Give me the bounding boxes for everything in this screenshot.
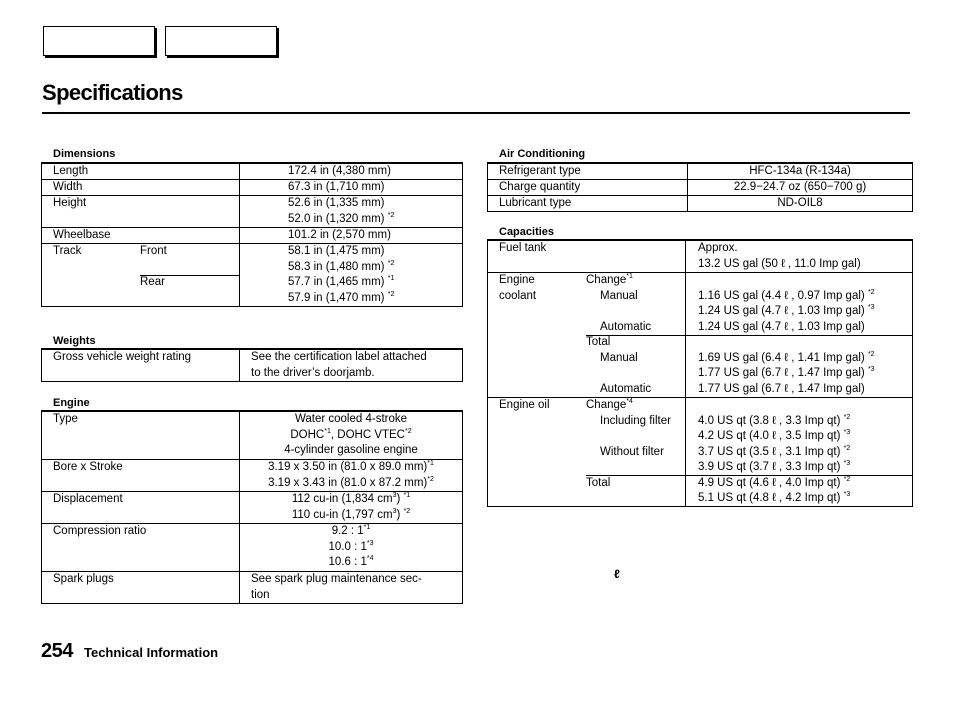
compression-value: 9.2 : 1$^{*1}$ <box>331 524 371 537</box>
table-row <box>42 243 462 306</box>
rear-value: 57.7 in (1,465 mm) $^{*1}$ <box>288 275 395 288</box>
coolant-total-automatic-label: Automatic <box>600 382 652 395</box>
coolant-total-label: Total <box>586 336 611 348</box>
coolant-total-automatic-value: 1.77 US gal (6.7 ℓ , 1.47 Imp gal) <box>698 382 865 395</box>
table-row <box>42 459 462 491</box>
type-label: Type <box>53 413 78 425</box>
type-value: 4-cylinder gasoline engine <box>284 444 418 456</box>
nav-button-1[interactable] <box>43 26 155 56</box>
table-row <box>488 163 912 179</box>
bore-value: 3.19 x 3.43 in (81.0 x 87.2 mm)$^{*2}$ <box>268 475 434 489</box>
table-row <box>42 179 462 195</box>
oil-without-filter-label: Without filter <box>600 445 664 458</box>
rear-label: Rear <box>140 276 165 288</box>
oil-including-filter-label: Including filter <box>600 414 671 427</box>
table-row <box>488 179 912 195</box>
type-value: Water cooled 4-stroke <box>294 413 408 425</box>
fuel-tank-label: Fuel tank <box>499 242 547 254</box>
wheelbase-label: Wheelbase <box>53 229 111 241</box>
table-row <box>42 163 462 179</box>
coolant-change-automatic-label: Automatic <box>600 320 652 333</box>
refrigerant-value: HFC-134a (R-134a) <box>749 165 851 177</box>
weights-table <box>41 348 463 382</box>
charge-value: 22.9−24.7 oz (650−700 g) <box>733 181 867 193</box>
coolant-label: Engine <box>499 274 535 286</box>
rear-value: 57.9 in (1,470 mm) $^{*2}$ <box>288 290 395 304</box>
oil-total-label: Total <box>586 476 611 489</box>
length-label: Length <box>53 165 89 177</box>
oil-including-filter-value: 4.2 US qt (4.0 ℓ , 3.5 Imp qt) $^{*3}$ <box>698 429 851 442</box>
coolant-total-manual-label: Manual <box>600 351 638 364</box>
compression-value: 10.0 : 1$^{*3}$ <box>328 539 374 553</box>
charge-label: Charge quantity <box>499 181 581 193</box>
bore-label: Bore x Stroke <box>53 461 123 473</box>
front-value: 58.1 in (1,475 mm) <box>288 245 385 257</box>
lubricant-value: ND-OIL8 <box>777 197 823 209</box>
lubricant-label: Lubricant type <box>499 197 572 209</box>
table-row <box>42 349 462 381</box>
displacement-value: 110 cu-in (1,797 $cm^3$) $^{*2}$ <box>291 507 411 521</box>
type-value: DOHC$^{*1}$, DOHC VTEC$^{*2}$ <box>290 427 412 441</box>
table-row <box>42 571 462 603</box>
coolant-total-manual-value: 1.69 US gal (6.4 ℓ , 1.41 Imp gal) $^{*2}$ <box>698 350 875 364</box>
track-label: Track <box>53 245 82 257</box>
wheelbase-value: 101.2 in (2,570 mm) <box>288 229 391 241</box>
spark-plugs-label: Spark plugs <box>53 573 114 585</box>
fuel-tank-value: 13.2 US gal (50 ℓ , 11.0 Imp gal) <box>698 257 861 270</box>
compression-label: Compression ratio <box>53 525 147 537</box>
oil-change-label: Change$^{*4}$ <box>586 398 633 411</box>
front-value: 58.3 in (1,480 mm) $^{*2}$ <box>288 259 395 273</box>
oil-total-value: 5.1 US qt (4.8 ℓ , 4.2 Imp qt) $^{*3}$ <box>698 491 851 504</box>
page-number: 254 <box>41 640 73 662</box>
weights-title: Weights <box>53 335 96 347</box>
bore-value: 3.19 x 3.50 in (81.0 x 89.0 mm)$^{*1}$ <box>268 460 434 473</box>
dimensions-title: Dimensions <box>53 148 116 160</box>
air-conditioning-title: Air Conditioning <box>499 148 586 160</box>
width-value: 67.3 in (1,710 mm) <box>288 181 385 193</box>
coolant-change-manual-label: Manual <box>600 289 638 302</box>
fuel-tank-value: Approx. <box>698 242 738 254</box>
engine-oil-label: Engine oil <box>499 399 550 411</box>
length-value: 172.4 in (4,380 mm) <box>288 165 391 177</box>
height-value: 52.6 in (1,335 mm) <box>288 197 385 209</box>
table-row <box>42 195 462 227</box>
capacities-title: Capacities <box>499 226 555 238</box>
engine-table <box>41 410 463 604</box>
table-row <box>488 240 912 272</box>
oil-without-filter-value: 3.7 US qt (3.5 ℓ , 3.1 Imp qt) $^{*2}$ <box>698 444 851 458</box>
coolant-total-manual-value: 1.77 US gal (6.7 ℓ , 1.47 Imp gal) $^{*3}$ <box>698 366 875 379</box>
title-rule <box>42 112 910 114</box>
oil-including-filter-value: 4.0 US qt (3.8 ℓ , 3.3 Imp qt) $^{*2}$ <box>698 413 851 427</box>
coolant-change-automatic-value: 1.24 US gal (4.7 ℓ , 1.03 Imp gal) <box>698 320 865 333</box>
compression-value: 10.6 : 1$^{*4}$ <box>328 555 374 568</box>
table-row <box>42 411 462 459</box>
height-value: 52.0 in (1,320 mm) $^{*2}$ <box>288 211 395 225</box>
table-row <box>42 523 462 571</box>
gvwr-label: Gross vehicle weight rating <box>53 351 192 363</box>
coolant-change-manual-value: 1.16 US gal (4.4 ℓ , 0.97 Imp gal) $^{*2}$ <box>698 288 875 302</box>
table-row <box>488 195 912 211</box>
height-label: Height <box>53 197 87 209</box>
front-label: Front <box>140 245 167 257</box>
displacement-value: 112 cu-in (1,834 $cm^3$) $^{*1}$ <box>291 492 411 505</box>
engine-title: Engine <box>53 397 90 409</box>
oil-without-filter-value: 3.9 US qt (3.7 ℓ , 3.3 Imp qt) $^{*3}$ <box>698 460 851 473</box>
width-label: Width <box>53 181 83 193</box>
nav-button-2[interactable] <box>165 26 277 56</box>
coolant-label: coolant <box>499 289 537 302</box>
capacities-table <box>487 239 913 507</box>
dimensions-table <box>41 162 463 307</box>
table-row <box>488 397 912 506</box>
table-row <box>42 227 462 243</box>
spark-plugs-value: See spark plug maintenance sec- <box>251 573 422 585</box>
gvwr-value: to the driver’s doorjamb. <box>251 366 375 379</box>
refrigerant-label: Refrigerant type <box>499 165 581 177</box>
table-row <box>42 491 462 523</box>
displacement-label: Displacement <box>53 493 123 505</box>
coolant-change-label: Change$^{*1}$ <box>586 273 633 286</box>
oil-total-value: 4.9 US qt (4.6 ℓ , 4.0 Imp qt) $^{*2}$ <box>698 475 851 489</box>
coolant-change-manual-value: 1.24 US gal (4.7 ℓ , 1.03 Imp gal) $^{*3}$ <box>698 304 875 317</box>
spark-plugs-value: tion <box>251 588 270 601</box>
footer-section-label: Technical Information <box>84 645 219 660</box>
air-conditioning-table <box>487 162 913 212</box>
liter-symbol: ℓ <box>614 567 620 581</box>
page-title: Specifications <box>42 80 183 105</box>
gvwr-value: See the certification label attached <box>251 351 427 363</box>
table-row <box>488 272 912 397</box>
